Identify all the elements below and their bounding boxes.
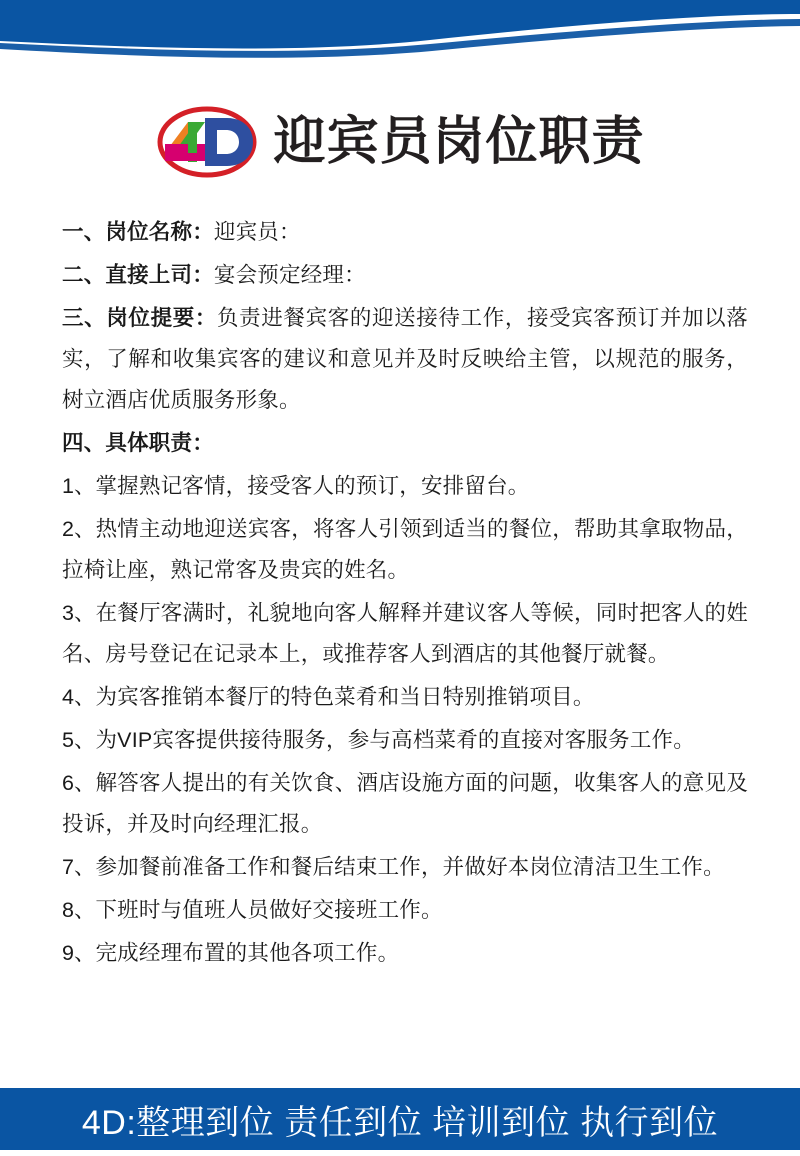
duty-item-6 bbox=[62, 763, 748, 845]
duty-item-7-text: 参加餐前准备工作和餐后结束工作，并做好本岗位清洁卫生工作。 bbox=[95, 855, 725, 879]
duty-item-1 bbox=[62, 466, 748, 507]
duty-item-8-number: 8、 bbox=[62, 898, 96, 922]
duty-item-9-text: 完成经理布置的其他各项工作。 bbox=[95, 941, 400, 965]
section-job-summary bbox=[62, 298, 748, 421]
section-job-name-value: 迎宾员： bbox=[213, 220, 301, 244]
section-specific-duties-label: 四、具体职责： bbox=[62, 431, 214, 455]
duty-item-5 bbox=[62, 720, 748, 761]
duty-item-2-number: 2、 bbox=[62, 517, 96, 541]
logo-4d-icon bbox=[155, 104, 259, 180]
duty-item-1-number: 1、 bbox=[62, 474, 96, 498]
duty-item-2 bbox=[62, 509, 748, 591]
section-job-summary-label: 三、岗位提要： bbox=[62, 306, 217, 330]
duty-item-3 bbox=[62, 593, 748, 675]
section-job-name bbox=[62, 212, 748, 253]
section-direct-supervisor-label: 二、直接上司： bbox=[62, 263, 214, 287]
page-title: 迎宾员岗位职责 bbox=[273, 113, 645, 171]
duty-item-5-text: 为VIP宾客提供接待服务，参与高档菜肴的直接对客服务工作。 bbox=[95, 728, 695, 752]
section-specific-duties bbox=[62, 423, 748, 464]
section-job-name-label: 一、岗位名称： bbox=[62, 220, 214, 244]
duty-item-4 bbox=[62, 677, 748, 718]
section-job-summary-value: 负责进餐宾客的迎送接待工作，接受宾客预订并加以落实，了解和收集宾客的建议和意见并及时反映给主管，以规范的服务，树立酒店优质服务形象。 bbox=[62, 306, 748, 412]
document-body bbox=[62, 212, 748, 976]
duty-item-6-number: 6、 bbox=[62, 771, 96, 795]
duty-item-1-text: 掌握熟记客情，接受客人的预订，安排留台。 bbox=[95, 474, 530, 498]
duty-item-7-number: 7、 bbox=[62, 855, 96, 879]
duty-item-8 bbox=[62, 890, 748, 931]
duty-item-3-number: 3、 bbox=[62, 601, 96, 625]
duty-item-2-text: 热情主动地迎送宾客，将客人引领到适当的餐位，帮助其拿取物品，拉椅让座，熟记常客及贵宾的姓名。 bbox=[62, 517, 748, 582]
footer-slogan: 4D:整理到位 责任到位 培训到位 执行到位 bbox=[81, 1103, 719, 1142]
section-direct-supervisor-value: 宴会预定经理： bbox=[213, 263, 366, 287]
section-direct-supervisor bbox=[62, 255, 748, 296]
duty-item-5-number: 5、 bbox=[62, 728, 96, 752]
footer-banner bbox=[0, 1088, 800, 1150]
duty-item-6-text: 解答客人提出的有关饮食、酒店设施方面的问题，收集客人的意见及投诉，并及时向经理汇报。 bbox=[62, 771, 748, 836]
duty-item-3-text: 在餐厅客满时，礼貌地向客人解释并建议客人等候，同时把客人的姓名、房号登记在记录本上，或推荐客人到酒店的其他餐厅就餐。 bbox=[62, 601, 748, 666]
duty-item-4-text: 为宾客推销本餐厅的特色菜肴和当日特别推销项目。 bbox=[95, 685, 595, 709]
duty-item-9 bbox=[62, 933, 748, 974]
title-block bbox=[0, 104, 800, 180]
duty-item-4-number: 4、 bbox=[62, 685, 96, 709]
duty-item-7 bbox=[62, 847, 748, 888]
duty-item-9-number: 9、 bbox=[62, 941, 96, 965]
header-wave-banner bbox=[0, 0, 800, 78]
duty-item-8-text: 下班时与值班人员做好交接班工作。 bbox=[95, 898, 443, 922]
